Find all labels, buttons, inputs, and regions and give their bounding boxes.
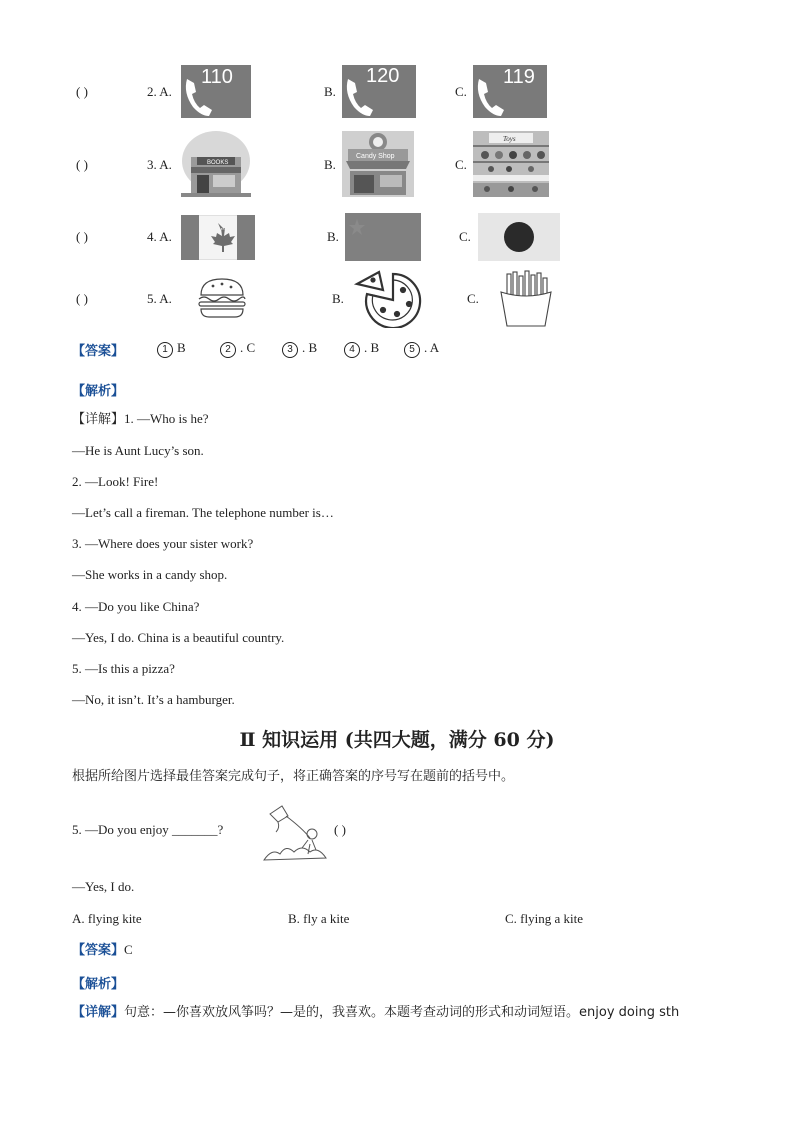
circled-number: 4 [344, 342, 360, 358]
analysis-label: 【解析】 [72, 383, 125, 398]
dialogue-line: 2. —Look! Fire! [72, 474, 159, 489]
circled-number: 3 [282, 342, 298, 358]
phone-120-image[interactable] [342, 65, 416, 118]
phone-number-label: 110 [201, 66, 233, 88]
hamburger-image[interactable] [195, 277, 249, 319]
dialogue-line: 4. —Do you like China? [72, 599, 200, 614]
answer-line [72, 942, 133, 958]
detail-label: 【详解】 [72, 412, 125, 427]
pizza-image[interactable] [353, 270, 427, 328]
circled-number: 5 [404, 342, 420, 358]
detail-text: 句意：—你喜欢放风筝吗？—是的，我喜欢。本题考查动词的形式和动词短语。enjoy doing sth [124, 1005, 680, 1020]
answer-value: . A [424, 340, 440, 355]
answer-item [157, 340, 186, 358]
question-number: 3. A. [147, 157, 172, 172]
sun-disc-icon [504, 222, 534, 252]
reply-line: —Yes, I do. [72, 879, 135, 894]
toy-shop-image[interactable] [473, 131, 549, 197]
question-stem: 5. —Do you enjoy _______? [72, 822, 224, 837]
bookstore-image[interactable] [181, 131, 251, 197]
section-title: Ⅱ 知识运用 (共四大题，满分 60 分) [239, 729, 555, 751]
analysis-label: 【解析】 [72, 976, 125, 991]
answer-label: 【答案】 [72, 942, 125, 957]
detail-line [72, 411, 209, 428]
answer-label: 【答案】 [72, 343, 125, 358]
option-c[interactable]: C. flying a kite [505, 911, 583, 926]
option-a[interactable]: A. flying kite [72, 911, 142, 926]
phone-119-image[interactable] [473, 65, 547, 118]
answer-parenthesis[interactable]: ( ) [76, 157, 88, 172]
answer-value: . B [302, 340, 318, 355]
dialogue-line: 5. —Is this a pizza? [72, 661, 175, 676]
answer-value: . B [364, 340, 380, 355]
option-b-label: B. [332, 291, 344, 306]
answer-value: C [124, 942, 133, 957]
shop-sign-label: Toys [503, 135, 516, 143]
circled-number: 1 [157, 342, 173, 358]
option-c-label: C. [467, 291, 479, 306]
answer-parenthesis[interactable]: ( ) [76, 84, 88, 99]
dialogue-line: —No, it isn’t. It’s a hamburger. [72, 692, 235, 707]
detail-label: 【详解】 [72, 1004, 125, 1019]
question-number: 4. A. [147, 229, 172, 244]
china-flag-image[interactable] [345, 213, 421, 261]
shop-sign-label: BOOKS [207, 160, 229, 166]
candy-shop-image[interactable] [342, 131, 414, 197]
answer-item [404, 340, 439, 358]
option-c-label: C. [459, 229, 471, 244]
option-b-label: B. [327, 229, 339, 244]
option-c-label: C. [455, 84, 467, 99]
dialogue-line: —Yes, I do. China is a beautiful country. [72, 630, 285, 645]
question-number: 2. A. [147, 84, 172, 99]
dialogue-line: —He is Aunt Lucy’s son. [72, 443, 204, 458]
kite-flying-image[interactable] [262, 804, 332, 862]
option-b-label: B. [324, 84, 336, 99]
phone-number-label: 120 [366, 65, 400, 87]
kite-icon [270, 806, 288, 822]
option-b[interactable]: B. fly a kite [288, 911, 350, 926]
answer-value: B [177, 340, 186, 355]
option-b-label: B. [324, 157, 336, 172]
detail-line [72, 1004, 679, 1021]
canada-flag-image[interactable] [181, 215, 255, 260]
answer-item [344, 340, 379, 358]
answer-parenthesis[interactable]: ( ) [76, 291, 88, 306]
shop-sign-label: Candy Shop [356, 153, 395, 160]
dialogue-line: 1. —Who is he? [124, 411, 209, 426]
phone-110-image[interactable] [181, 65, 251, 118]
french-fries-image[interactable] [495, 270, 557, 328]
dialogue-line: —She works in a candy shop. [72, 567, 228, 582]
answer-value: . C [240, 340, 256, 355]
answer-parenthesis[interactable]: ( ) [334, 822, 346, 837]
japan-flag-image[interactable] [478, 213, 560, 261]
phone-number-label: 119 [503, 66, 535, 88]
question-number: 5. A. [147, 291, 172, 306]
instruction-text: 根据所给图片选择最佳答案完成句子，将正确答案的序号写在题前的括号中。 [72, 769, 515, 784]
answer-parenthesis[interactable]: ( ) [76, 229, 88, 244]
option-c-label: C. [455, 157, 467, 172]
dialogue-line: —Let’s call a fireman. The telephone number is… [72, 505, 334, 520]
circled-number: 2 [220, 342, 236, 358]
answer-item [282, 340, 317, 358]
answer-item [220, 340, 255, 358]
dialogue-line: 3. —Where does your sister work? [72, 536, 254, 551]
